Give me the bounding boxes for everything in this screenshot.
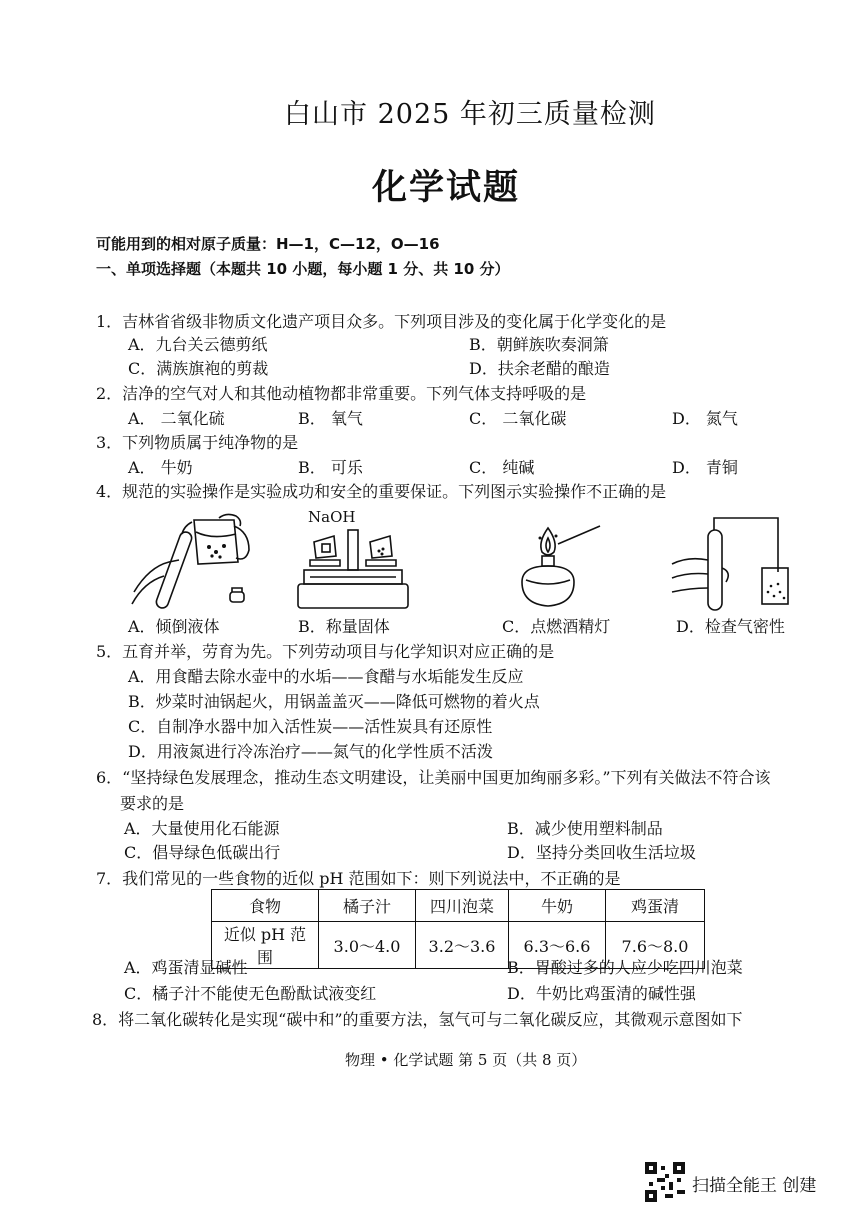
- question-7-option-b: B．胃酸过多的人应少吃四川泡菜: [507, 958, 743, 977]
- question-2-stem: 2．洁净的空气对人和其他动植物都非常重要。下列气体支持呼吸的是: [96, 384, 587, 403]
- question-6-option-c: C．倡导绿色低碳出行: [124, 843, 281, 862]
- question-5-option-c: C．自制净水器中加入活性炭——活性炭具有还原性: [128, 717, 493, 736]
- question-2-option-b: B． 氧气: [298, 409, 363, 428]
- question-3-option-a: A． 牛奶: [128, 458, 193, 477]
- question-1-option-d: D．扶余老醋的酿造: [469, 359, 610, 378]
- question-1-option-c: C．满族旗袍的剪裁: [128, 359, 269, 378]
- table-cell: 7.6～8.0: [606, 922, 705, 969]
- question-7-option-c: C．橘子汁不能使无色酚酞试液变红: [124, 984, 377, 1003]
- table-cell: 3.0～4.0: [319, 922, 416, 969]
- qr-code-icon: [645, 1162, 685, 1202]
- question-4-option-b: B．称量固体: [298, 617, 390, 636]
- exam-title: 白山市 2025 年初三质量检测: [284, 99, 656, 130]
- scanner-watermark: 扫描全能王 创建: [692, 1176, 817, 1196]
- question-4-option-c: C．点燃酒精灯: [502, 617, 611, 636]
- question-5-option-b: B．炒菜时油锅起火，用锅盖盖灭——降低可燃物的着火点: [128, 692, 540, 711]
- figure-pouring-liquid: [124, 512, 264, 612]
- table-cell: 鸡蛋清: [606, 890, 705, 922]
- question-6-option-b: B．减少使用塑料制品: [507, 819, 663, 838]
- page-footer: 物理 • 化学试题 第 5 页（共 8 页）: [345, 1051, 587, 1069]
- table-cell: 6.3～6.6: [509, 922, 606, 969]
- table-cell: 橘子汁: [319, 890, 416, 922]
- question-2-option-a: A． 二氧化硫: [128, 409, 225, 428]
- question-5-option-a: A．用食醋去除水壶中的水垢——食醋与水垢能发生反应: [128, 667, 524, 686]
- question-7-stem: 7．我们常见的一些食物的近似 pH 范围如下：则下列说法中，不正确的是: [96, 869, 621, 888]
- question-6-stem: 6．“坚持绿色发展理念，推动生态文明建设，让美丽中国更加绚丽多彩。”下列有关做法不符合该: [96, 768, 771, 787]
- question-3-option-b: B． 可乐: [298, 458, 363, 477]
- subject-title: 化学试题: [372, 167, 521, 208]
- question-1-option-b: B．朝鲜族吹奏洞箫: [469, 335, 609, 354]
- question-6-stem-cont: 要求的是: [120, 794, 185, 813]
- figure-airtightness: [668, 512, 790, 612]
- question-1-option-a: A．九台关云德剪纸: [128, 335, 268, 354]
- question-5-option-d: D．用液氮进行冷冻治疗——氮气的化学性质不活泼: [128, 742, 493, 761]
- question-3-stem: 3．下列物质属于纯净物的是: [96, 433, 299, 452]
- question-4-option-d: D．检查气密性: [676, 617, 785, 636]
- table-cell: 3.2～3.6: [416, 922, 509, 969]
- question-3-option-d: D． 青铜: [672, 458, 738, 477]
- question-5-stem: 5．五育并举，劳育为先。下列劳动项目与化学知识对应正确的是: [96, 642, 555, 661]
- question-3-option-c: C． 纯碱: [469, 458, 535, 477]
- section-heading: 一、单项选择题（本题共 10 小题，每小题 1 分、共 10 分）: [96, 260, 510, 278]
- question-1-stem: 1．吉林省省级非物质文化遗产项目众多。下列项目涉及的变化属于化学变化的是: [96, 312, 667, 331]
- naoh-label: NaOH: [308, 508, 356, 526]
- figure-alcohol-lamp: [508, 522, 608, 612]
- table-cell: 食物: [212, 890, 319, 922]
- table-cell: 四川泡菜: [416, 890, 509, 922]
- question-7-option-a: A．鸡蛋清显碱性: [124, 958, 248, 977]
- question-2-option-d: D． 氮气: [672, 409, 738, 428]
- question-8-stem: 8．将二氧化碳转化是实现“碳中和”的重要方法，氢气可与二氧化碳反应，其微观示意图如下: [92, 1010, 743, 1029]
- question-4-stem: 4．规范的实验操作是实验成功和安全的重要保证。下列图示实验操作不正确的是: [96, 482, 667, 501]
- question-2-option-c: C． 二氧化碳: [469, 409, 567, 428]
- table-cell: 近似 pH 范围: [212, 922, 319, 969]
- question-6-option-a: A．大量使用化石能源: [124, 819, 280, 838]
- question-6-option-d: D．坚持分类回收生活垃圾: [507, 843, 696, 862]
- table-cell: 牛奶: [509, 890, 606, 922]
- ph-table-header-row: [212, 890, 705, 922]
- figure-balance: [290, 526, 415, 616]
- atomic-mass-line: 可能用到的相对原子质量：H—1，C—12，O—16: [96, 235, 440, 253]
- question-4-option-a: A．倾倒液体: [128, 617, 220, 636]
- question-7-option-d: D．牛奶比鸡蛋清的碱性强: [507, 984, 696, 1003]
